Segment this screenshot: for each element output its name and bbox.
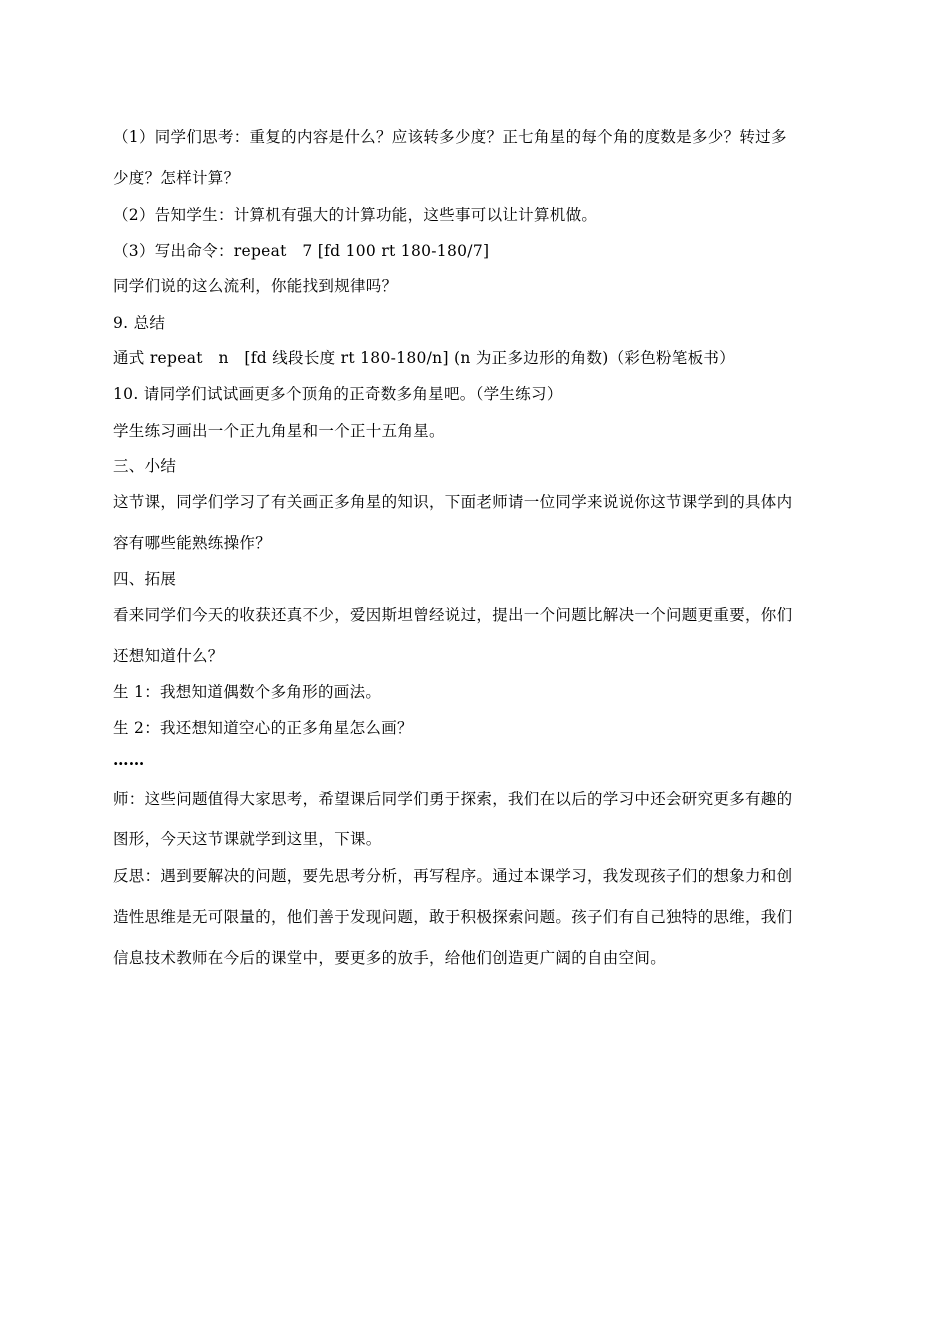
paragraph-line: （3）写出命令：repeat 7 [fd 100 rt 180-180/7] <box>113 242 490 260</box>
paragraph-line: 通式 repeat n [fd 线段长度 rt 180-180/n] (n 为正多边形的角数)（彩色粉笔板书） <box>113 349 736 367</box>
paragraph-line: 反思：遇到要解决的问题，要先思考分析，再写程序。通过本课学习，我发现孩子们的想象力和创 <box>113 867 793 885</box>
paragraph-line: 生 2：我还想知道空心的正多角星怎么画？ <box>113 719 413 737</box>
paragraph-line: 容有哪些能熟练操作？ <box>113 534 272 552</box>
section-heading: 10. 请同学们试试画更多个顶角的正奇数多角星吧。（学生练习） <box>113 385 563 403</box>
paragraph-line: 这节课，同学们学习了有关画正多角星的知识，下面老师请一位同学来说说你这节课学到的具体内 <box>113 493 793 511</box>
paragraph-line: 生 1：我想知道偶数个多角形的画法。 <box>113 683 382 701</box>
paragraph-line: 图形，今天这节课就学到这里，下课。 <box>113 830 382 848</box>
paragraph-line: （2）告知学生：计算机有强大的计算功能，这些事可以让计算机做。 <box>113 206 598 224</box>
paragraph-line: 看来同学们今天的收获还真不少，爱因斯坦曾经说过，提出一个问题比解决一个问题更重要，你们 <box>113 606 793 624</box>
ellipsis-line: …… <box>113 750 145 769</box>
paragraph-line: 造性思维是无可限量的，他们善于发现问题，敢于积极探索问题。孩子们有自己独特的思维，我们 <box>113 908 793 926</box>
section-heading: 三、小结 <box>113 457 177 475</box>
section-heading: 9. 总结 <box>113 314 166 332</box>
section-heading: 四、拓展 <box>113 570 177 588</box>
paragraph-line: 同学们说的这么流利，你能找到规律吗？ <box>113 277 398 295</box>
paragraph-line: 学生练习画出一个正九角星和一个正十五角星。 <box>113 422 445 440</box>
paragraph-line: 师：这些问题值得大家思考，希望课后同学们勇于探索，我们在以后的学习中还会研究更多有趣的 <box>113 790 793 808</box>
paragraph-line: 还想知道什么？ <box>113 647 224 665</box>
paragraph-line: 信息技术教师在今后的课堂中，要更多的放手，给他们创造更广阔的自由空间。 <box>113 949 667 967</box>
paragraph-line: （1）同学们思考：重复的内容是什么？应该转多少度？正七角星的每个角的度数是多少？转过多 <box>113 128 787 146</box>
paragraph-line: 少度？怎样计算？ <box>113 169 240 187</box>
